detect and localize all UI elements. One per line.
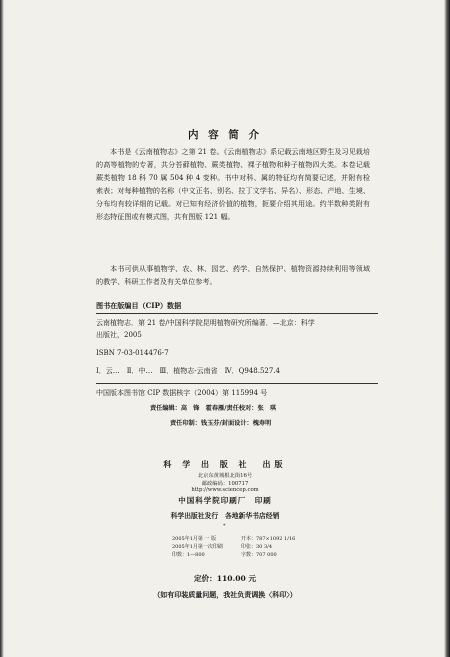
intro-text-1: 本书是《云南植物志》之第 21 卷。《云南植物志》系记载云南地区野生及习见栽培的高等植物的专著，共分苔藓植物、蕨类植物、裸子植物和种子植物四大类。本卷记载蕨类植物 18 科 70 属 504 种 4 变种。书中对科、属的特征均有简要记述，并附有检索表；对每种植物的名称（中文正名、别名、拉丁文学名、异名）、形态、产地、生境、分布均有较详细的记载。对已知有经济价值的植物，扼要介绍其用途。约半数种类附有形态特征图或有模式图，共有图版 121 幅。 xyxy=(96,147,370,221)
intro-paragraph-1 xyxy=(96,145,370,223)
distribution-line: 科学出版社发行 各地新华书店经销 xyxy=(170,512,280,520)
print-run-line: 印数：1—800 xyxy=(172,552,205,559)
print-info-left xyxy=(172,535,223,560)
page-title: 内 容 简 介 xyxy=(188,129,262,141)
quality-notice: （如有印装质量问题，我社负责调换〈科印〉） xyxy=(153,590,297,599)
production-credits: 责任印制：钱玉芬/封面设计：槐寿明 xyxy=(170,420,272,427)
cip-record-number: 中国版本图书馆 CIP 数据核字（2004）第 115994 号 xyxy=(96,389,268,397)
edition-line: 2005年1月第 一 版 xyxy=(172,536,217,542)
intro-paragraph-2 xyxy=(96,262,370,288)
printing-line: 2005年1月第一次印刷 xyxy=(172,544,223,551)
cip-isbn: ISBN 7-03-014476-7 xyxy=(96,349,169,357)
intro-text-2: 本书可供从事植物学、农、林、园艺、药学、自然保护、植物资源持续利用等领域的教学、科研工作者及有关单位参考。 xyxy=(96,264,370,286)
cip-classification: Ⅰ．云… Ⅱ．中… Ⅲ．植物志-云南省 Ⅳ．Q948.527.4 xyxy=(96,367,280,375)
scan-shadow-right xyxy=(444,0,450,657)
scan-shadow-left xyxy=(0,0,4,657)
sheets-line: 印张：30 3/4 xyxy=(241,544,272,551)
cip-bottom-rule xyxy=(96,383,378,384)
editor-credits: 责任编辑：高 锋 霍春雁/责任校对：张 琪 xyxy=(150,405,277,412)
publisher-postcode: 邮政编码：100717 xyxy=(201,481,249,487)
cip-top-rule xyxy=(96,313,378,314)
separator-star: * xyxy=(223,523,226,529)
publisher-website: http://www.sciencep.com xyxy=(191,487,259,493)
format-line: 开本：787×1092 1/16 xyxy=(241,536,296,542)
publisher-address: 北京东黄城根北街16号 xyxy=(197,473,253,479)
cip-heading: 图书在版编目（CIP）数据 xyxy=(96,301,182,310)
cip-title-line-2: 出版社，2005 xyxy=(96,331,142,339)
word-count-line: 字数：707 000 xyxy=(241,552,277,559)
print-info-right xyxy=(241,535,295,560)
price: 定价：110.00 元 xyxy=(193,574,257,583)
publisher-name: 科 学 出 版 社 出版 xyxy=(163,459,287,469)
printer-name: 中国科学院印刷厂 印刷 xyxy=(178,496,272,505)
cip-title-line: 云南植物志．第 21 卷/中国科学院昆明植物研究所编著．—北京：科学 xyxy=(96,319,315,327)
